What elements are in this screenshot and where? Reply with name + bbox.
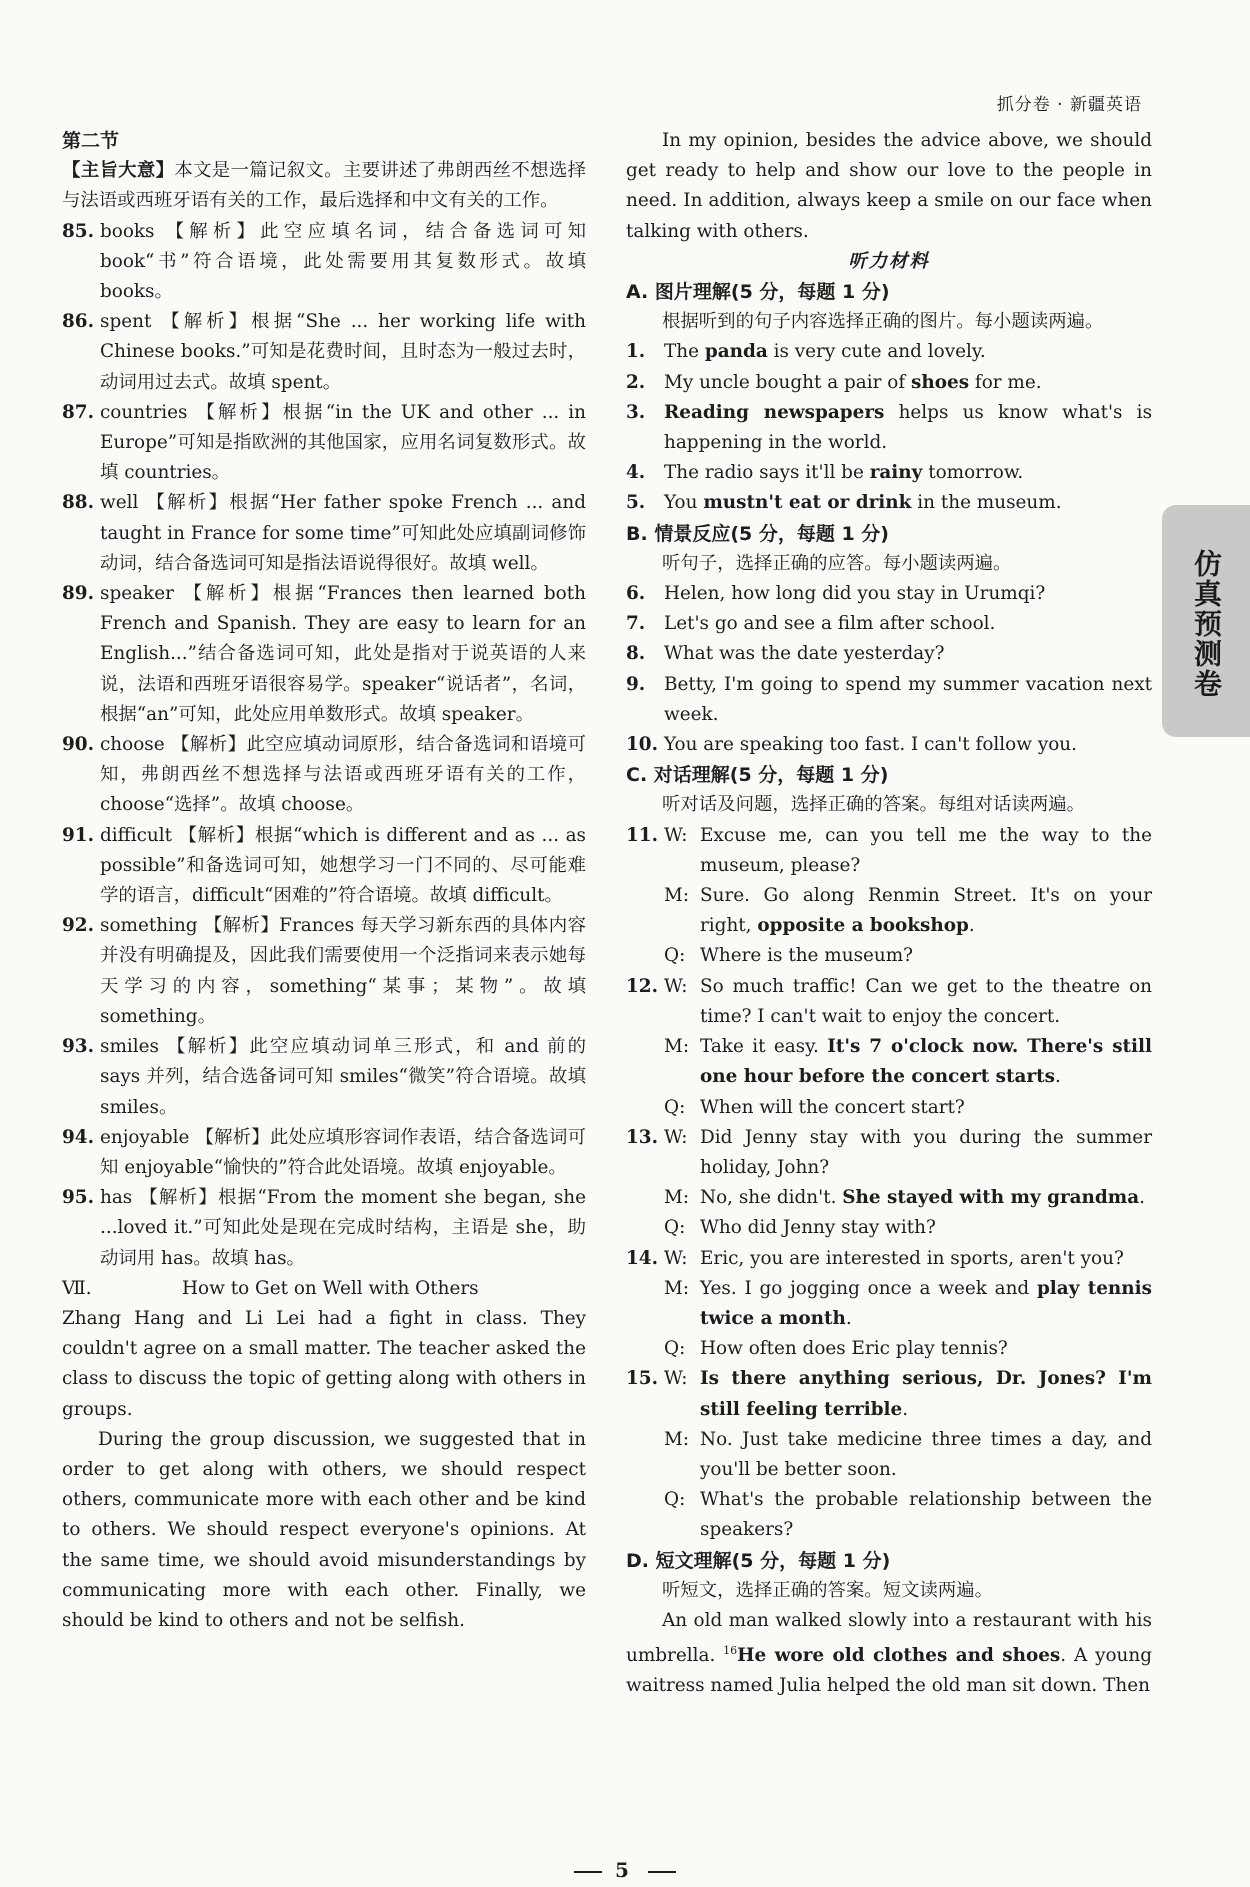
speaker-label: W: [664, 1126, 688, 1148]
answer-item [62, 307, 586, 398]
speaker-label: M: [664, 1277, 690, 1299]
dialogue-line [626, 1093, 1152, 1123]
dialogue-text-part: Excuse me, can you tell me the way to the museum, please? [700, 824, 1152, 876]
answer-text: enjoyable 【解析】此处应填形容词作表语，结合备选词可知 enjoyable“愉快的”符合此处语境。故填 enjoyable。 [100, 1126, 586, 1178]
dialogue-line [626, 1425, 1152, 1485]
dialogue-line [626, 941, 1152, 971]
speaker-label: W: [664, 1247, 688, 1269]
dialogue-text-part: . [1054, 1066, 1061, 1088]
dialogue-spacer [626, 941, 664, 971]
dialogue-line [626, 972, 1152, 1032]
listening-item [626, 639, 1152, 669]
answer-number: 86. [62, 311, 94, 333]
dialogue-text-part: When will the concert start? [700, 1096, 965, 1118]
item-text [664, 368, 1152, 398]
item-number: 6. [626, 583, 646, 605]
answer-text: smiles 【解析】此空应填动词单三形式，和 and 前的 says 并列，结合选备词可知 smiles“微笑”符合语境。故填 smiles。 [100, 1036, 586, 1118]
listening-item [626, 730, 1152, 760]
dialogue-line [626, 1183, 1152, 1213]
answer-item [62, 730, 586, 821]
d-text-bold: He wore old clothes and shoes [737, 1645, 1061, 1667]
item-text [664, 337, 1152, 367]
answer-number: 94. [62, 1126, 94, 1148]
dialogue-number: 12. [626, 975, 658, 997]
item-text: Helen, how long did you stay in Urumqi? [664, 583, 1046, 605]
item-keyword: mustn't eat or drink [703, 492, 912, 514]
item-number: 8. [626, 643, 646, 665]
dialogue-text-part: Yes. I go jogging once a week and [700, 1277, 1037, 1299]
gist-label: 【主旨大意】 [62, 160, 175, 182]
item-text [664, 458, 1152, 488]
listening-item [626, 458, 1152, 488]
dialogue-text [700, 1213, 1152, 1243]
dialogue-text [700, 972, 1152, 1032]
item-keyword: Reading newspapers [664, 401, 885, 423]
speaker-label: M: [664, 1036, 690, 1058]
item-keyword: panda [704, 341, 768, 363]
speaker-label: Q: [664, 1096, 686, 1118]
dialogue-text [700, 941, 1152, 971]
item-text-part: The [664, 341, 705, 363]
answer-text: something 【解析】Frances 每天学习新东西的具体内容并没有明确提及，因此我们需要使用一个泛指词来表示她每天学习的内容，something“某事；某物”。故填 something。 [100, 915, 586, 1027]
answer-item [62, 821, 586, 912]
answer-text: choose 【解析】此空应填动词原形，结合备选词和语境可知，弗朗西丝不想选择与法语或西班牙语有关的工作，choose“选择”。故填 choose。 [100, 734, 586, 816]
essay-paragraph: In my opinion, besides the advice above, we should get ready to help and show our love to the people in need. In addition, always keep a smile on our face when talking with others. [626, 130, 1152, 242]
dialogue-text [700, 821, 1152, 881]
section-a-items [626, 337, 1152, 518]
item-text-part: The radio says it'll be [664, 462, 870, 484]
dialogue-text-part: How often does Eric play tennis? [700, 1338, 1008, 1360]
dialogue-text-part: Eric, you are interested in sports, aren't you? [700, 1247, 1124, 1269]
answer-number: 88. [62, 492, 94, 514]
answer-number: 89. [62, 583, 94, 605]
d-text-part: An old man walked slowly into a restaurant with his umbrella. [626, 1609, 1152, 1667]
section-c-items [626, 821, 1152, 1546]
answer-number: 95. [62, 1187, 94, 1209]
item-text-part: My uncle bought a pair of [664, 371, 911, 393]
dialogue-text [700, 1274, 1152, 1334]
item-text-part: tomorrow. [922, 462, 1024, 484]
section-d-instructions: 听短文，选择正确的答案。短文读两遍。 [662, 1579, 994, 1601]
page-number-value: 5 [615, 1858, 635, 1882]
dialogue-spacer [626, 881, 664, 941]
dialogue-keyword: She stayed with my grandma [842, 1187, 1140, 1209]
answer-number: 92. [62, 915, 94, 937]
dialogue-spacer [626, 1093, 664, 1123]
dialogue-text-part: Take it easy. [700, 1036, 828, 1058]
answer-text: speaker 【解析】根据“Frances then learned both French and Spanish. They are easy to learn for an English...”结合备选词可知，此处是指对于说英语的人来说，法语和西班牙语很容易学。speaker“说话者”，名词，根据“an”可知，此处应用单数形式。故填 speaker。 [100, 583, 586, 725]
answer-text: countries 【解析】根据“in the UK and other ... in Europe”可知是指欧洲的其他国家，应用名词复数形式。故填 countries。 [100, 401, 586, 484]
dialogue-text [700, 881, 1152, 941]
speaker-label: M: [664, 885, 690, 907]
item-text-part: in the museum. [911, 492, 1062, 514]
dialogue-spacer [626, 1485, 664, 1545]
dialogue-number: 14. [626, 1247, 658, 1269]
item-number: 9. [626, 673, 646, 695]
dialogue-text [700, 1244, 1152, 1274]
dialogue-text [700, 1032, 1152, 1092]
gist [62, 156, 586, 216]
item-text-part: You [664, 492, 704, 514]
dialogue-text-part: No. Just take medicine three times a day, and you'll be better soon. [700, 1428, 1152, 1480]
answer-item [62, 488, 586, 579]
dialogue-text-part: Sure. Go along Renmin Street. It's on your right, [700, 885, 1152, 937]
dialogue-number: 13. [626, 1126, 658, 1148]
item-number: 4. [626, 462, 646, 484]
answer-item [62, 1032, 586, 1123]
dialogue-spacer [626, 1274, 664, 1334]
listening-item [626, 579, 1152, 609]
d-text-footnote: 16 [723, 1644, 738, 1658]
item-number: 2. [626, 371, 646, 393]
dialogue-text [700, 1093, 1152, 1123]
dialogue-line [626, 821, 1152, 881]
answer-item [62, 217, 586, 308]
dialogue-line [626, 1485, 1152, 1545]
gist-text: 本文是一篇记叙文。主要讲述了弗朗西丝不想选择与法语或西班牙语有关的工作，最后选择和中文有关的工作。 [62, 160, 586, 212]
item-text-part: is very cute and lovely. [767, 341, 986, 363]
answer-list [62, 217, 586, 1274]
dialogue-text [700, 1334, 1152, 1364]
section-c-heading: C. 对话理解(5 分，每题 1 分) [626, 764, 889, 787]
dialogue-line [626, 1364, 1152, 1424]
section-a-heading: A. 图片理解(5 分，每题 1 分) [626, 281, 890, 304]
dialogue-line [626, 1213, 1152, 1243]
item-text: You are speaking too fast. I can't follow you. [664, 734, 1077, 756]
answer-item [62, 398, 586, 489]
answer-number: 85. [62, 220, 94, 242]
dialogue-text-part: . [902, 1398, 909, 1420]
answer-text: books 【解析】此空应填名词，结合备选词可知 book“书”符合语境，此处需要用其复数形式。故填 books。 [100, 220, 586, 303]
section-b-instructions: 听句子，选择正确的应答。每小题读两遍。 [662, 552, 1012, 574]
answer-text: well 【解析】根据“Her father spoke French ... and taught in France for some time”可知此处应填副词修饰动词，结合备选词可知是指法语说得很好。故填 well。 [100, 492, 586, 574]
dialogue-keyword: play tennis twice a month [700, 1277, 1152, 1329]
dialogue-spacer [626, 1183, 664, 1213]
dialogue-text [700, 1183, 1152, 1213]
item-text: What was the date yesterday? [664, 643, 945, 665]
section-a-instructions: 根据听到的句子内容选择正确的图片。每小题读两遍。 [662, 311, 1104, 333]
dialogue-line [626, 881, 1152, 941]
listening-item [626, 609, 1152, 639]
speaker-label: Q: [664, 1489, 686, 1511]
item-number: 5. [626, 492, 646, 514]
dialogue-keyword: It's 7 o'clock now. There's still one hour before the concert starts [700, 1036, 1153, 1088]
item-text-part: helps us know what's is happening in the world. [664, 401, 1153, 454]
essay-paragraph: Zhang Hang and Li Lei had a fight in class. They couldn't agree on a small matter. The teacher asked the class to discuss the topic of getting along with others in groups. [62, 1307, 586, 1420]
listening-item [626, 488, 1152, 518]
left-column [62, 126, 586, 1636]
section-b-heading: B. 情景反应(5 分，每题 1 分) [626, 522, 889, 545]
speaker-label: M: [664, 1187, 690, 1209]
item-text [664, 488, 1152, 518]
item-number: 10. [626, 734, 658, 756]
dialogue-keyword: Is there anything serious, Dr. Jones? I'm still feeling terrible [700, 1368, 1152, 1420]
speaker-label: Q: [664, 1338, 686, 1360]
answer-number: 90. [62, 734, 94, 756]
speaker-label: W: [664, 1368, 688, 1390]
essay-title: How to Get on Well with Others [182, 1277, 479, 1299]
speaker-label: Q: [664, 945, 686, 967]
answer-text: has 【解析】根据“From the moment she began, she ...loved it.”可知此处是现在完成时结构，主语是 she，助动词用 has。故填 has。 [100, 1187, 586, 1269]
dialogue-spacer [626, 1032, 664, 1092]
side-tab-label: 仿真预测卷 [1190, 549, 1223, 699]
dialogue-text [700, 1123, 1152, 1183]
d-text-part: . A young waitress named Julia helped the old man sit down. Then [626, 1645, 1152, 1697]
dialogue-text-part: Where is the museum? [700, 945, 914, 967]
dialogue-text-part: Who did Jenny stay with? [700, 1217, 936, 1239]
dialogue-text [700, 1485, 1152, 1545]
item-text: Let's go and see a film after school. [664, 613, 996, 635]
listening-item [626, 398, 1152, 458]
answer-number: 87. [62, 401, 94, 423]
dialogue-text-part: . [968, 915, 975, 937]
speaker-label: Q: [664, 1217, 686, 1239]
listening-item [626, 670, 1152, 730]
dialogue-line [626, 1274, 1152, 1334]
section-d-text [626, 1606, 1152, 1702]
dialogue-spacer [626, 1213, 664, 1243]
answer-item [62, 579, 586, 730]
essay-number: Ⅶ. [62, 1277, 92, 1299]
item-number: 7. [626, 613, 646, 635]
speaker-label: W: [664, 975, 688, 997]
listening-item [626, 368, 1152, 398]
section-c-instructions: 听对话及问题，选择正确的答案。每组对话读两遍。 [662, 794, 1085, 816]
answer-number: 93. [62, 1036, 94, 1058]
essay-heading [62, 1274, 586, 1304]
item-text: Betty, I'm going to spend my summer vacation next week. [664, 673, 1152, 725]
dialogue-text [700, 1364, 1152, 1424]
answer-item [62, 1123, 586, 1183]
section-title: 第二节 [62, 130, 120, 152]
page-number [0, 1858, 1250, 1882]
dialogue-keyword: opposite a bookshop [757, 915, 969, 937]
dialogue-line [626, 1244, 1152, 1274]
section-b-items [626, 579, 1152, 760]
dialogue-text-part: . [845, 1307, 852, 1329]
answer-text: difficult 【解析】根据“which is different and as ... as possible”和备选词可知，她想学习一门不同的、尽可能难学的语言，difficult“困难的”符合语境。故填 difficult。 [100, 824, 586, 907]
item-number: 1. [626, 341, 646, 363]
item-number: 3. [626, 401, 646, 423]
dialogue-line [626, 1032, 1152, 1092]
speaker-label: W: [664, 824, 688, 846]
answer-number: 91. [62, 824, 94, 846]
right-column [626, 126, 1152, 1702]
dialogue-spacer [626, 1334, 664, 1364]
dialogue-spacer [626, 1425, 664, 1485]
speaker-label: M: [664, 1428, 690, 1450]
item-keyword: shoes [911, 371, 970, 393]
item-text-part: for me. [969, 371, 1042, 393]
section-d-heading: D. 短文理解(5 分，每题 1 分) [626, 1549, 891, 1572]
answer-item [62, 911, 586, 1032]
essay-paragraph: During the group discussion, we suggested that in order to get along with others, we should respect others, communicate more with each other and be kind to others. We should respect everyone's opinions. At the same time, we should avoid misunderstandings by communicating more with each other. Finally, we should be kind to others and not be selfish. [62, 1428, 586, 1631]
dialogue-line [626, 1123, 1152, 1183]
dialogue-number: 11. [626, 824, 658, 846]
dialogue-text-part: No, she didn't. [700, 1187, 843, 1209]
dialogue-text-part: Did Jenny stay with you during the summer holiday, John? [700, 1126, 1152, 1178]
answer-text: spent 【解析】根据“She ... her working life with Chinese books.”可知是花费时间，且时态为一般过去时，动词用过去式。故填 spent。 [100, 311, 586, 393]
dialogue-text-part: What's the probable relationship between the speakers? [700, 1489, 1152, 1541]
dialogue-line [626, 1334, 1152, 1364]
dialogue-text [700, 1425, 1152, 1485]
item-keyword: rainy [869, 462, 923, 484]
side-tab [1162, 505, 1250, 737]
dialogue-text-part: So much traffic! Can we get to the theatre on time? I can't wait to enjoy the concert. [700, 975, 1152, 1027]
page-header: 抓分卷 · 新疆英语 [996, 95, 1142, 115]
answer-item [62, 1183, 586, 1274]
dialogue-text-part: . [1139, 1187, 1146, 1209]
item-text [664, 398, 1152, 458]
dialogue-number: 15. [626, 1368, 658, 1390]
listening-item [626, 337, 1152, 367]
listening-title: 听力材料 [848, 250, 930, 272]
